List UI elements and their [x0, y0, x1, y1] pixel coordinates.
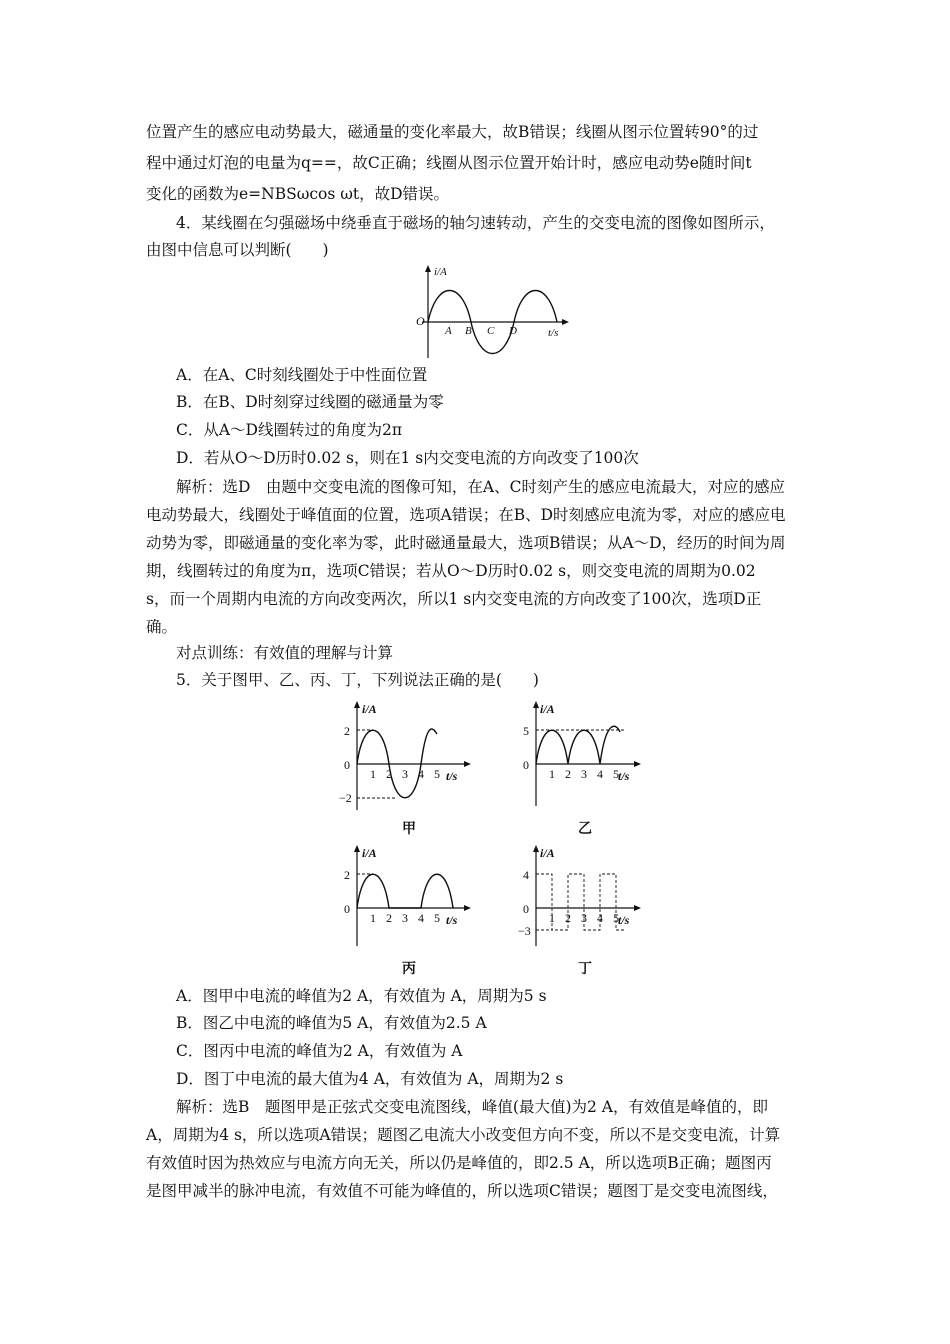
figure-caption: 乙: [578, 821, 592, 837]
x-tick-label: 3: [402, 911, 408, 925]
y-axis-arrow: [533, 701, 539, 708]
y-tick-label: 0: [344, 758, 350, 772]
x-tick-label: 4: [418, 911, 424, 925]
x-axis-arrow: [634, 905, 641, 911]
y-axis-arrow: [354, 701, 360, 708]
option-c: C．从A～D线圈转过的角度为2π: [176, 421, 403, 439]
analysis-line: 是图甲减半的脉冲电流，有效值不可能为峰值的，所以选项C错误；题图丁是交变电流图线，: [146, 1182, 778, 1200]
x-axis-arrow: [464, 905, 471, 911]
text-line: 变化的函数为e=NBSωcos ωt，故D错误。: [146, 185, 450, 203]
y-axis-arrow: [533, 845, 539, 852]
point-label-d: D: [509, 325, 517, 337]
figure-caption: 丙: [402, 961, 416, 977]
analysis-line: A，周期为4 s，所以选项A错误；题图乙电流大小改变但方向不变，所以不是交变电流，计算: [146, 1126, 781, 1144]
x-tick-label: 2: [565, 767, 571, 781]
y-axis-label: i/A: [540, 702, 555, 716]
figure-ding-graph: [518, 842, 646, 948]
x-tick-label: 4: [597, 911, 603, 925]
x-axis-label: t/s: [618, 913, 630, 927]
x-axis-label: t/s: [548, 327, 559, 339]
x-axis-arrow: [464, 761, 471, 767]
y-tick-label: 0: [523, 758, 529, 772]
option-b: B．图乙中电流的峰值为5 A，有效值为2.5 A: [176, 1014, 487, 1032]
x-tick-label: 5: [434, 911, 440, 925]
point-label-c: C: [487, 325, 495, 337]
x-tick-label: 1: [370, 911, 376, 925]
x-axis-arrow: [634, 761, 641, 767]
x-tick-label: 4: [597, 767, 603, 781]
sine-curve: [357, 729, 437, 798]
analysis-line: 电动势最大，线圈处于峰值面的位置，选项A错误；在B、D时刻感应电流为零，对应的感应电: [146, 506, 786, 524]
option-c: C．图丙中电流的峰值为2 A，有效值为 A: [176, 1042, 463, 1060]
analysis-line: 解析：选D 由题中交变电流的图像可知，在A、C时刻产生的感应电流最大，对应的感应: [176, 478, 785, 496]
y-axis-arrow: [354, 845, 360, 852]
figure-jia-graph: [338, 698, 478, 810]
y-axis-label: i/A: [540, 846, 555, 860]
point-label-b: B: [465, 325, 472, 337]
x-tick-label: 5: [613, 767, 619, 781]
x-tick-label: 2: [565, 911, 571, 925]
option-a: A．图甲中电流的峰值为2 A，有效值为 A，周期为5 s: [176, 987, 547, 1005]
y-tick-label: 2: [344, 724, 350, 738]
point-label-a: A: [445, 325, 452, 337]
y-axis-label: i/A: [362, 702, 377, 716]
analysis-line: 动势为零，即磁通量的变化率为零，此时磁通量最大，选项B错误；从A～D，经历的时间为周: [146, 534, 786, 552]
figure-bing-graph: [338, 842, 478, 948]
y-tick-label: 4: [523, 868, 529, 882]
x-tick-label: 2: [386, 911, 392, 925]
figure-caption: 甲: [402, 821, 416, 837]
q4-current-graph: [414, 263, 574, 361]
y-axis-label: i/A: [434, 266, 447, 278]
x-tick-label: 3: [581, 767, 587, 781]
y-tick-label: 5: [523, 724, 529, 738]
analysis-line: 解析：选B 题图甲是正弦式交变电流图线，峰值(最大值)为2 A，有效值是峰值的，即: [176, 1098, 768, 1116]
x-tick-label: 3: [581, 911, 587, 925]
figure-yi-graph: [518, 698, 646, 810]
text-line: 位置产生的感应电动势最大，磁通量的变化率最大，故B错误；线圈从图示位置转90°的过: [146, 123, 759, 141]
x-tick-label: 4: [418, 767, 424, 781]
option-d: D．图丁中电流的最大值为4 A，有效值为 A，周期为2 s: [176, 1070, 564, 1088]
x-axis-arrow: [562, 319, 569, 325]
y-tick-label: −2: [339, 791, 352, 805]
question-5-stem: 5．关于图甲、乙、丙、丁，下列说法正确的是( ): [176, 671, 539, 689]
option-d: D．若从O～D历时0.02 s，则在1 s内交变电流的方向改变了100次: [176, 449, 639, 467]
y-tick-label: −3: [518, 924, 531, 938]
y-axis-label: i/A: [362, 846, 377, 860]
text-line: 程中通过灯泡的电量为q==，故C正确；线圈从图示位置开始计时，感应电动势e随时间t: [146, 154, 752, 172]
y-tick-label: 0: [344, 902, 350, 916]
origin-label: O: [416, 314, 425, 328]
half-wave-curve: [357, 874, 453, 908]
x-tick-label: 5: [613, 911, 619, 925]
x-tick-label: 1: [549, 911, 555, 925]
rectified-curve: [536, 726, 620, 764]
y-axis-arrow: [425, 265, 431, 272]
analysis-line: 有效值时因为热效应与电流方向无关，所以仍是峰值的，即2.5 A，所以选项B正确；题图丙: [146, 1154, 772, 1172]
y-tick-label: 0: [523, 902, 529, 916]
analysis-line: 期，线圈转过的角度为π，选项C错误；若从O～D历时0.02 s，则交变电流的周期为0.02: [146, 562, 756, 580]
question-4-stem: 由图中信息可以判断( ): [146, 241, 329, 259]
x-axis-label: t/s: [446, 913, 458, 927]
x-tick-label: 2: [386, 767, 392, 781]
x-tick-label: 5: [434, 767, 440, 781]
x-axis-label: t/s: [446, 769, 458, 783]
question-4-stem: 4．某线圈在匀强磁场中绕垂直于磁场的轴匀速转动，产生的交变电流的图像如图所示，: [176, 214, 775, 232]
x-tick-label: 1: [549, 767, 555, 781]
section-title: 对点训练：有效值的理解与计算: [176, 644, 394, 662]
figure-caption: 丁: [578, 961, 592, 977]
y-tick-label: 2: [344, 868, 350, 882]
analysis-line: s，而一个周期内电流的方向改变两次，所以1 s内交变电流的方向改变了100次，选项D正: [146, 590, 762, 608]
x-tick-label: 1: [370, 767, 376, 781]
option-a: A．在A、C时刻线圈处于中性面位置: [176, 366, 428, 384]
option-b: B．在B、D时刻穿过线圈的磁通量为零: [176, 393, 444, 411]
analysis-line: 确。: [146, 618, 178, 636]
x-axis-label: t/s: [618, 769, 630, 783]
x-tick-label: 3: [402, 767, 408, 781]
